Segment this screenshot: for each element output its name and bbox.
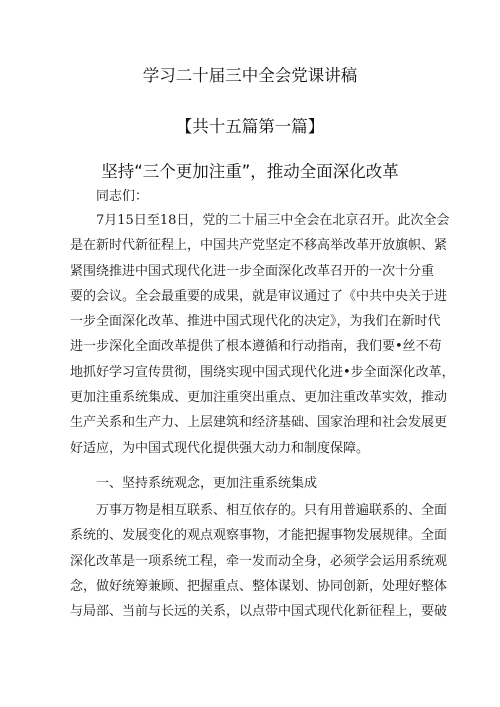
greeting: [96, 184, 458, 209]
article-heading: 坚持“三个更加注重”，推动全面深化改革: [101, 162, 399, 181]
paragraph-line: 进一步深化全面改革提供了根本遵循和行动指南，我们要•丝不苟: [70, 339, 442, 355]
paragraph-line: 一步全面深化改革、推进中国式现代化的决定》，为我们在新时代: [70, 314, 441, 330]
paragraph-line: 是在新时代新征程上，中国共产党坚定不移高举改革开放旗帜、紧: [70, 238, 448, 254]
paragraph-line: 要的会议。全会最重要的成果，就是审议通过了《中共中央关于进: [70, 288, 448, 304]
paragraph-line: 紧围绕推进中国式现代化进一步全面深化改革召开的一次十分重: [70, 263, 435, 279]
greeting-text: 同志们：: [96, 189, 149, 204]
paragraph-line: 万事万物是相互联系、相互依存的。只有用普遍联系的、全面: [96, 503, 448, 518]
paragraph-line: 深化改革是一项系统工程，牵一发而动全身，必须学会运用系统观: [70, 553, 448, 569]
section-heading-text: 一、坚持系统观念，更加注重系统集成: [96, 476, 318, 491]
paragraph-line: 与局部、当前与长远的关系，以点带中国式现代化新征程上，要破: [70, 604, 448, 620]
document-title: 学习二十届三中全会党课讲稿: [142, 66, 358, 85]
paragraph-line: 好适应，为中国式现代化提供强大动力和制度保障。: [70, 440, 370, 456]
paragraph-line: 生产关系和生产力、上层建筑和经济基础、国家治理和社会发展更: [70, 415, 448, 431]
paragraph-1: [70, 208, 455, 461]
document-subtitle: 【共十五篇第一篇】: [175, 117, 325, 136]
paragraph-line: 系统的、发展变化的观点观察事物，才能把握事物发展规律。全面: [70, 528, 448, 544]
section-heading-1: [96, 471, 458, 496]
paragraph-line: 更加注重系统集成、更加注重突出重点、更加注重改革实效，推动: [70, 390, 448, 406]
paragraph-line: 地抓好学习宣传贯彻，围绕实现中国式现代化进•步全面深化改革，: [70, 364, 455, 380]
paragraph-line: 7月15日至18日，党的二十届三中全会在北京召开。此次全会: [96, 213, 450, 228]
paragraph-line: 念，做好统筹兼顾、把握重点、整体谋划、协同创新，处理好整体: [70, 578, 448, 594]
paragraph-2: [70, 498, 448, 624]
